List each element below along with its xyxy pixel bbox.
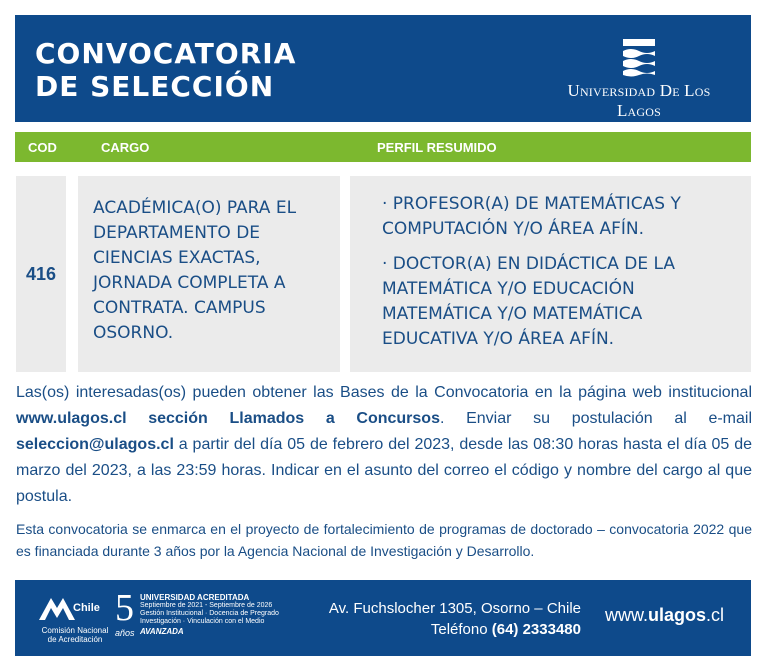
info-text: Las(os) interesadas(os) pueden obtener las Bases de la Convocatoria en la página web institucional [16,384,752,401]
perfil-item: · DOCTOR(A) EN DIDÁCTICA DE LA MATEMÁTICA Y/O EDUCACIÓN MATEMÁTICA Y/O MATEMÁTICA EDUCATIVA Y/O ÁREA AFÍN. [382,254,676,349]
info-text: a partir del día 05 de febrero del 2023, desde las 08:30 horas hasta el día 05 de marzo del 2023, a las 23:59 horas. Indicar en el asunto del correo el código y nombre del cargo al que postula. [16,436,752,505]
funding-note: Esta convocatoria se enmarca en el proyecto de fortalecimiento de programas de doctorado – convocatoria 2022 que es financiada durante 3 años por la Agencia Nacional de Investigación y Desarrollo. [16,521,752,559]
cod-cell [16,176,66,372]
waves-icon [621,37,657,77]
contact-info [315,598,581,640]
website-section-link[interactable]: www.ulagos.cl sección Llamados a Concursos [16,410,440,427]
accreditation-dates: Septiembre de 2021 - Septiembre de 2026 [140,602,273,609]
perfil-cell [350,176,751,372]
info-text: . Enviar su postulación al e-mail [439,410,753,427]
accreditation-years-label: años [115,628,135,638]
phone-number[interactable]: (64) 2333480 [491,621,581,638]
university-logo [549,37,729,120]
accreditation-years: 5 [115,587,134,629]
perfil-item: · PROFESOR(A) DE MATEMÁTICAS Y COMPUTACIÓN Y/O ÁREA AFÍN. [382,194,681,239]
website-link[interactable] [605,605,724,626]
email-link[interactable]: seleccion@ulagos.cl [16,436,174,453]
table-header [15,132,751,162]
accreditation-level: AVANZADA [140,627,184,636]
website-suffix: .cl [706,605,725,625]
address: Av. Fuchslocher 1305, Osorno – Chile [328,600,581,617]
cargo-text: ACADÉMICA(O) PARA EL DEPARTAMENTO DE CIENCIAS EXACTAS, JORNADA COMPLETA A CONTRATA. CAMPUS OSORNO. [93,198,297,343]
cod-value: 416 [25,264,57,284]
accreditation-areas: Gestión Institucional · Docencia de Pregrado Investigación · Vinculación con el Medio [140,610,279,625]
logo-text: Universidad De Los Lagos [567,81,711,120]
accreditation-title: UNIVERSIDAD ACREDITADA [140,593,250,602]
cargo-cell [78,176,340,372]
application-info [16,380,752,510]
cna-logo [33,592,113,647]
cna-mark-icon [37,592,77,622]
column-header-cargo: CARGO [101,140,150,155]
cna-label: Comisión Nacional de Acreditación [41,626,109,644]
phone-label: Teléfono [430,621,492,638]
column-header-perfil: PERFIL RESUMIDO [377,140,497,155]
accreditation-badge [140,594,290,636]
website-domain: ulagos [648,605,707,625]
column-header-cod: COD [28,140,57,155]
header-banner [15,15,751,122]
cna-chile: Chile [73,602,100,614]
website-prefix: www. [605,605,649,625]
page-title: CONVOCATORIA DE SELECCIÓN [35,37,297,103]
footer [15,580,751,656]
perfil-list [382,192,742,352]
